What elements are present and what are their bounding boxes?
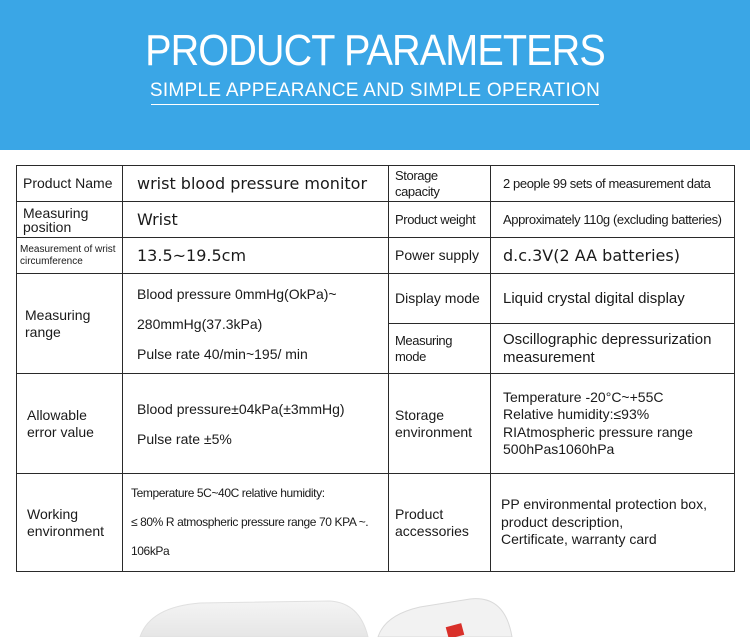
table-row: [17, 202, 735, 238]
monitor-cuff-shape: [140, 601, 368, 637]
value-line: 106kPa: [131, 544, 170, 558]
row-value: d.c.3V(2 AA batteries): [491, 238, 735, 274]
value-line: PP environmental protection box,: [501, 496, 707, 513]
row-label: Measuring range: [17, 274, 123, 374]
value-line: Relative humidity:≤93%: [503, 406, 650, 422]
row-value: [123, 374, 389, 474]
row-label: Working environment: [17, 474, 123, 572]
value-line: Pulse rate ±5%: [137, 430, 232, 447]
row-value: Oscillographic depressurization measurement: [491, 324, 735, 374]
value-line: ≤ 80% R atmospheric pressure range 70 KPA ~.: [131, 515, 369, 529]
row-value: Liquid crystal digital display: [491, 274, 735, 324]
row-label: Storage environment: [389, 374, 491, 474]
row-label: Product weight: [389, 202, 491, 238]
value-line: Blood pressure±04kPa(±3mmHg): [137, 400, 345, 417]
row-label: Display mode: [389, 274, 491, 324]
row-label: Measuring mode: [389, 324, 491, 374]
row-value: 13.5~19.5cm: [123, 238, 389, 274]
row-label: Power supply: [389, 238, 491, 274]
row-label: Measurement of wrist circumference: [17, 238, 123, 274]
monitor-device-shape: [378, 599, 512, 637]
table-row: [17, 374, 735, 474]
row-value: 2 people 99 sets of measurement data: [491, 166, 735, 202]
value-line: 500hPas1060hPa: [503, 441, 615, 457]
page-subtitle: SIMPLE APPEARANCE AND SIMPLE OPERATION: [149, 80, 601, 101]
value-line: RIAtmospheric pressure range: [503, 423, 693, 440]
row-value: [491, 474, 735, 572]
row-value: wrist blood pressure monitor: [123, 166, 389, 202]
page-title: PRODUCT PARAMETERS: [145, 26, 605, 75]
row-label: Product Name: [17, 166, 123, 202]
product-image-partial: [0, 585, 750, 637]
row-value: [123, 274, 389, 374]
subtitle-underline: [151, 104, 599, 105]
row-label: Allowable error value: [17, 374, 123, 474]
value-line: product description,: [501, 513, 624, 530]
header-banner: [0, 0, 750, 150]
value-line: Pulse rate 40/min~195/ min: [137, 345, 308, 362]
row-value: Wrist: [123, 202, 389, 238]
row-label: Product accessories: [389, 474, 491, 572]
value-line: Blood pressure 0mmHg(OkPa)~: [137, 285, 337, 302]
row-value: [123, 474, 389, 572]
table-row: [17, 474, 735, 572]
value-line: Temperature 5C~40C relative humidity:: [131, 486, 325, 500]
row-label: Measuring position: [17, 202, 123, 238]
row-label: Storage capacity: [389, 166, 491, 202]
table-row: [17, 274, 735, 324]
parameters-table: [16, 165, 735, 572]
table-row: [17, 238, 735, 274]
row-value: [491, 374, 735, 474]
value-line: Temperature -20°C~+55C: [503, 388, 664, 405]
value-line: Certificate, warranty card: [501, 531, 657, 548]
table-row: [17, 166, 735, 202]
value-line: 280mmHg(37.3kPa): [137, 315, 263, 332]
row-value: Approximately 110g (excluding batteries): [491, 202, 735, 238]
